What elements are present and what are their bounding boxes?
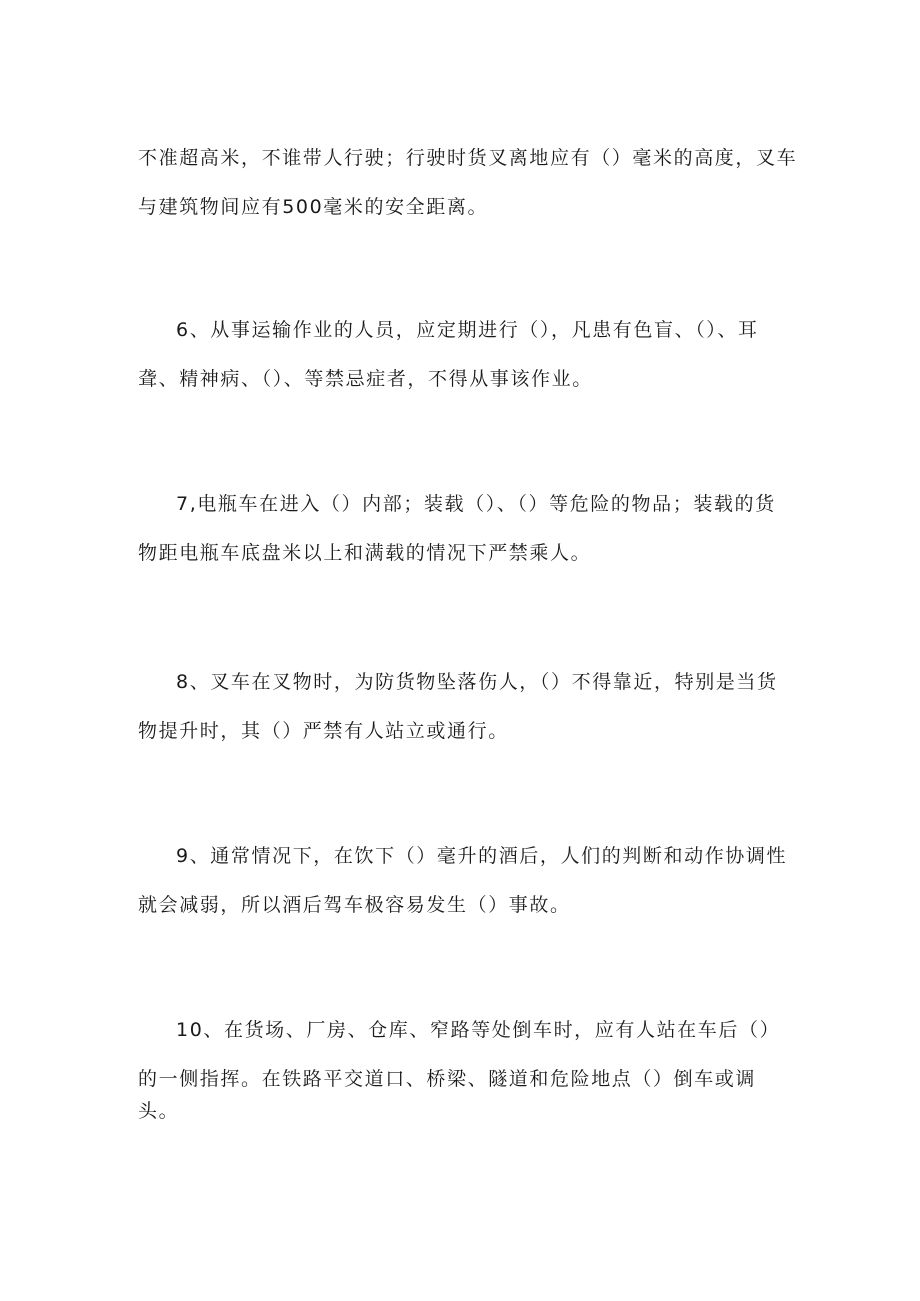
text-line: 7,电瓶车在进入（）内部；装载（）、（）等危险的物品；装载的货 (176, 493, 776, 515)
text-line: 物提升时，其（）严禁有人站立或通行。 (138, 720, 509, 742)
text-line: 8、叉车在叉物时，为防货物坠落伤人，（）不得靠近，特别是当货 (176, 671, 778, 693)
text-line: 10、在货场、厂房、仓库、窄路等处倒车时，应有人站在车后（） (176, 1019, 781, 1041)
text-line: 6、从事运输作业的人员，应定期进行（），凡患有色盲、（）、耳 (176, 319, 759, 341)
text-line: 就会减弱，所以酒后驾车极容易发生（）事故。 (138, 894, 571, 916)
text-line: 与建筑物间应有500毫米的安全距离。 (138, 196, 489, 218)
text-line: 头。 (138, 1100, 180, 1122)
text-line: 物距电瓶车底盘米以上和满载的情况下严禁乘人。 (138, 542, 592, 564)
text-line: 聋、精神病、（）、等禁忌症者，不得从事该作业。 (138, 368, 593, 390)
text-line: 不准超高米，不谁带人行驶；行驶时货叉离地应有（）毫米的高度，叉车 (138, 147, 798, 169)
text-line: 9、通常情况下，在饮下（）毫升的酒后，人们的判断和动作协调性 (176, 845, 788, 867)
text-line: 的一侧指挥。在铁路平交道口、桥梁、隧道和危险地点（）倒车或调 (138, 1068, 757, 1090)
